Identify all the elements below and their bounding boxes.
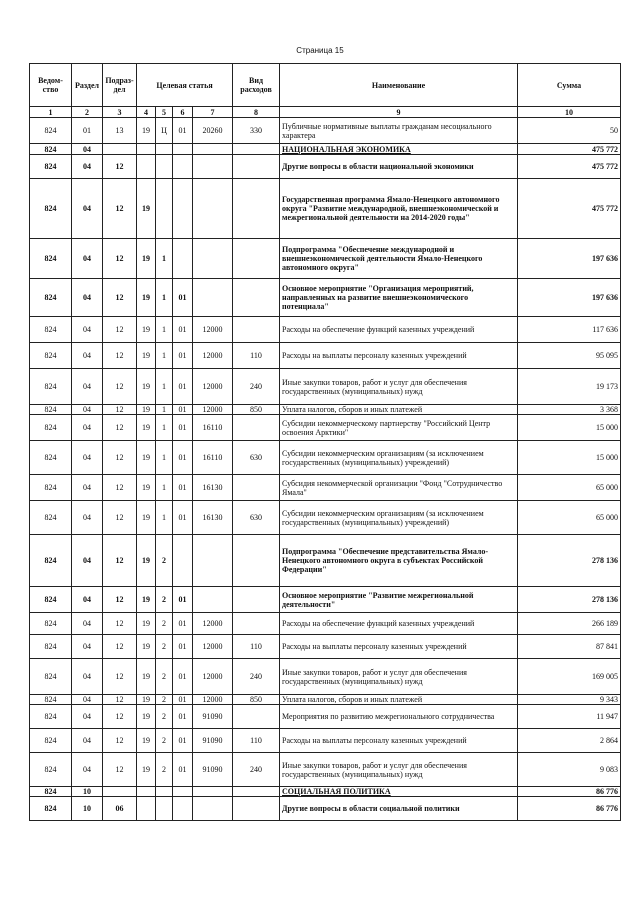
cell-name: Уплата налогов, сборов и иных платежей [280,695,518,705]
cell-sum: 9 343 [518,695,621,705]
col-number: 7 [193,107,233,118]
cell-expense-type [233,239,280,279]
cell-sum: 11 947 [518,705,621,729]
table-row [30,787,621,797]
cell-sum: 86 776 [518,797,621,821]
cell-target-subprogram: 2 [156,635,173,659]
cell-target-subprogram: 2 [156,729,173,753]
cell-razdel: 04 [72,441,103,475]
cell-vedomstvo: 824 [30,635,72,659]
cell-name: Государственная программа Ямало-Ненецкого автономного округа "Развитие международной, внешнеэкономической и межрегиональной деятельности на 2014-2020 годы" [280,179,518,239]
cell-target-event: 01 [173,705,193,729]
cell-expense-type [233,279,280,317]
cell-vedomstvo: 824 [30,587,72,613]
cell-name: Подпрограмма "Обеспечение международной и внешнеэкономической деятельности Ямало-Ненецкого автономного округа" [280,239,518,279]
cell-sum: 3 368 [518,405,621,415]
cell-target-program [137,155,156,179]
col-number: 3 [103,107,137,118]
cell-sum: 65 000 [518,501,621,535]
table-row [30,118,621,144]
cell-podrazdel: 06 [103,797,137,821]
cell-sum: 65 000 [518,475,621,501]
header-name: Наименование [280,64,518,107]
header-podrazdel: Подраз-дел [103,64,137,107]
cell-vedomstvo: 824 [30,535,72,587]
cell-podrazdel: 13 [103,118,137,144]
cell-target-program: 19 [137,587,156,613]
col-number: 9 [280,107,518,118]
cell-sum: 475 772 [518,155,621,179]
cell-sum: 475 772 [518,144,621,155]
cell-target-subprogram: 2 [156,535,173,587]
cell-razdel: 04 [72,587,103,613]
cell-target-direction [193,279,233,317]
cell-podrazdel: 12 [103,705,137,729]
cell-podrazdel [103,787,137,797]
table-row [30,239,621,279]
cell-target-program: 19 [137,613,156,635]
table-row [30,797,621,821]
cell-vedomstvo: 824 [30,705,72,729]
cell-expense-type [233,415,280,441]
cell-target-direction [193,179,233,239]
cell-target-event: 01 [173,317,193,343]
cell-name: Расходы на выплаты персоналу казенных учреждений [280,729,518,753]
cell-target-direction: 12000 [193,369,233,405]
cell-target-event: 01 [173,695,193,705]
cell-target-subprogram: 2 [156,695,173,705]
cell-vedomstvo: 824 [30,155,72,179]
cell-target-direction [193,587,233,613]
cell-expense-type [233,797,280,821]
cell-target-direction: 16130 [193,475,233,501]
cell-sum: 9 083 [518,753,621,787]
cell-target-event: 01 [173,369,193,405]
cell-razdel: 04 [72,343,103,369]
header-razdel: Раздел [72,64,103,107]
cell-name: Субсидия некоммерческой организации "Фонд "Сотрудничество Ямала" [280,475,518,501]
cell-target-program [137,144,156,155]
cell-vedomstvo: 824 [30,441,72,475]
cell-vedomstvo: 824 [30,729,72,753]
cell-expense-type [233,144,280,155]
cell-name: Уплата налогов, сборов и иных платежей [280,405,518,415]
cell-target-subprogram: 1 [156,239,173,279]
cell-podrazdel: 12 [103,279,137,317]
cell-expense-type: 850 [233,695,280,705]
cell-target-subprogram: 2 [156,753,173,787]
cell-target-event [173,797,193,821]
cell-sum: 15 000 [518,415,621,441]
cell-sum: 266 189 [518,613,621,635]
cell-target-event: 01 [173,753,193,787]
cell-vedomstvo: 824 [30,659,72,695]
cell-target-event: 01 [173,279,193,317]
cell-razdel: 04 [72,475,103,501]
cell-razdel: 01 [72,118,103,144]
table-row [30,155,621,179]
cell-podrazdel: 12 [103,179,137,239]
cell-podrazdel: 12 [103,695,137,705]
cell-target-subprogram: 1 [156,369,173,405]
cell-target-direction: 16130 [193,501,233,535]
cell-podrazdel: 12 [103,613,137,635]
cell-target-program: 19 [137,179,156,239]
cell-expense-type: 630 [233,501,280,535]
cell-vedomstvo: 824 [30,317,72,343]
table-row [30,753,621,787]
cell-vedomstvo: 824 [30,695,72,705]
table-row [30,659,621,695]
cell-expense-type [233,587,280,613]
cell-vedomstvo: 824 [30,405,72,415]
col-number: 1 [30,107,72,118]
cell-target-direction: 16110 [193,441,233,475]
cell-expense-type: 110 [233,729,280,753]
cell-target-program: 19 [137,415,156,441]
cell-razdel: 04 [72,535,103,587]
cell-expense-type: 240 [233,753,280,787]
cell-expense-type [233,535,280,587]
cell-sum: 50 [518,118,621,144]
cell-podrazdel: 12 [103,659,137,695]
cell-name: Субсидии некоммерческому партнерству "Российский Центр освоения Арктики" [280,415,518,441]
cell-expense-type [233,317,280,343]
cell-target-program: 19 [137,729,156,753]
cell-vedomstvo: 824 [30,369,72,405]
cell-vedomstvo: 824 [30,501,72,535]
cell-podrazdel: 12 [103,343,137,369]
cell-target-event: 01 [173,729,193,753]
cell-name: Другие вопросы в области социальной политики [280,797,518,821]
cell-razdel: 04 [72,369,103,405]
table-row [30,144,621,155]
cell-target-event: 01 [173,343,193,369]
cell-target-direction: 91090 [193,729,233,753]
table-row [30,317,621,343]
column-number-row [30,107,621,118]
table-row [30,587,621,613]
cell-podrazdel: 12 [103,369,137,405]
cell-vedomstvo: 824 [30,343,72,369]
cell-expense-type: 240 [233,369,280,405]
table-row [30,535,621,587]
table-row [30,475,621,501]
cell-name: Мероприятия по развитию межрегионального сотрудничества [280,705,518,729]
cell-razdel: 04 [72,613,103,635]
cell-name: Иные закупки товаров, работ и услуг для обеспечения государственных (муниципальных) нужд [280,659,518,695]
cell-vedomstvo: 824 [30,753,72,787]
cell-target-event [173,787,193,797]
cell-expense-type [233,475,280,501]
cell-target-program: 19 [137,405,156,415]
cell-target-direction: 16110 [193,415,233,441]
cell-expense-type [233,179,280,239]
cell-name: Субсидии некоммерческим организациям (за исключением государственных (муниципальных) учреждений) [280,501,518,535]
cell-target-direction: 12000 [193,317,233,343]
cell-name: Расходы на обеспечение функций казенных учреждений [280,613,518,635]
cell-sum: 87 841 [518,635,621,659]
cell-razdel: 04 [72,695,103,705]
cell-target-direction: 12000 [193,635,233,659]
cell-target-program: 19 [137,369,156,405]
cell-target-subprogram: 1 [156,343,173,369]
cell-target-subprogram [156,787,173,797]
table-row [30,705,621,729]
cell-razdel: 04 [72,659,103,695]
cell-target-event [173,535,193,587]
cell-target-event: 01 [173,118,193,144]
cell-target-subprogram: 1 [156,279,173,317]
cell-target-program: 19 [137,317,156,343]
table-row [30,695,621,705]
cell-target-subprogram: 1 [156,441,173,475]
cell-vedomstvo: 824 [30,239,72,279]
cell-razdel: 10 [72,787,103,797]
cell-target-event: 01 [173,501,193,535]
col-number: 5 [156,107,173,118]
cell-podrazdel: 12 [103,441,137,475]
cell-target-event [173,144,193,155]
cell-razdel: 04 [72,705,103,729]
cell-target-event: 01 [173,441,193,475]
cell-target-program: 19 [137,279,156,317]
cell-razdel: 04 [72,179,103,239]
table-row [30,343,621,369]
header-target-article: Целевая статья [137,64,233,107]
cell-vedomstvo: 824 [30,613,72,635]
cell-target-program: 19 [137,343,156,369]
cell-razdel: 04 [72,729,103,753]
cell-target-direction: 20260 [193,118,233,144]
cell-name: Иные закупки товаров, работ и услуг для обеспечения государственных (муниципальных) нужд [280,369,518,405]
cell-target-event: 01 [173,475,193,501]
cell-expense-type: 110 [233,635,280,659]
cell-sum: 86 776 [518,787,621,797]
header-row [30,64,621,107]
table-row [30,279,621,317]
table-row [30,415,621,441]
cell-target-event [173,155,193,179]
col-number: 8 [233,107,280,118]
cell-name: Другие вопросы в области национальной экономики [280,155,518,179]
cell-target-direction [193,144,233,155]
cell-target-event: 01 [173,587,193,613]
cell-target-subprogram: 2 [156,705,173,729]
table-row [30,441,621,475]
cell-name: Расходы на обеспечение функций казенных учреждений [280,317,518,343]
cell-target-direction: 91090 [193,705,233,729]
cell-target-subprogram: 2 [156,659,173,695]
table-row [30,179,621,239]
cell-sum: 278 136 [518,587,621,613]
cell-name: Субсидии некоммерческим организациям (за исключением государственных (муниципальных) учреждений) [280,441,518,475]
cell-sum: 19 173 [518,369,621,405]
cell-name: НАЦИОНАЛЬНАЯ ЭКОНОМИКА [280,144,518,155]
col-number: 2 [72,107,103,118]
cell-podrazdel: 12 [103,501,137,535]
col-number: 10 [518,107,621,118]
cell-name: Подпрограмма "Обеспечение представительства Ямало-Ненецкого автономного округа в субъектах Российской Федерации" [280,535,518,587]
cell-podrazdel: 12 [103,239,137,279]
cell-target-program: 19 [137,475,156,501]
cell-vedomstvo: 824 [30,279,72,317]
cell-podrazdel: 12 [103,415,137,441]
header-vedomstvo: Ведом-ство [30,64,72,107]
cell-name: Иные закупки товаров, работ и услуг для обеспечения государственных (муниципальных) нужд [280,753,518,787]
cell-name: Расходы на выплаты персоналу казенных учреждений [280,343,518,369]
cell-sum: 95 095 [518,343,621,369]
budget-table [29,63,621,821]
cell-target-direction: 91090 [193,753,233,787]
cell-name: Расходы на выплаты персоналу казенных учреждений [280,635,518,659]
cell-target-direction [193,155,233,179]
col-number: 4 [137,107,156,118]
cell-vedomstvo: 824 [30,118,72,144]
cell-target-program: 19 [137,239,156,279]
cell-target-subprogram: 1 [156,501,173,535]
cell-target-event: 01 [173,635,193,659]
cell-target-program: 19 [137,705,156,729]
cell-razdel: 04 [72,501,103,535]
cell-sum: 197 636 [518,279,621,317]
table-row [30,613,621,635]
cell-target-program [137,797,156,821]
cell-podrazdel: 12 [103,155,137,179]
cell-razdel: 04 [72,415,103,441]
cell-target-event: 01 [173,415,193,441]
cell-target-program: 19 [137,695,156,705]
cell-razdel: 04 [72,279,103,317]
cell-expense-type: 630 [233,441,280,475]
cell-vedomstvo: 824 [30,787,72,797]
cell-sum: 278 136 [518,535,621,587]
cell-vedomstvo: 824 [30,797,72,821]
cell-target-program: 19 [137,635,156,659]
table-row [30,635,621,659]
cell-target-direction [193,535,233,587]
cell-target-direction [193,787,233,797]
cell-sum: 15 000 [518,441,621,475]
cell-target-direction: 12000 [193,659,233,695]
cell-expense-type [233,613,280,635]
cell-target-program: 19 [137,535,156,587]
cell-vedomstvo: 824 [30,179,72,239]
cell-expense-type: 240 [233,659,280,695]
cell-target-subprogram: 1 [156,415,173,441]
table-row [30,501,621,535]
cell-target-subprogram: 1 [156,475,173,501]
cell-sum: 197 636 [518,239,621,279]
header-expense-type: Вид расходов [233,64,280,107]
cell-target-program [137,787,156,797]
cell-target-subprogram [156,144,173,155]
cell-name: Основное мероприятие "Организация мероприятий, направленных на развитие внешнеэкономического потенциала" [280,279,518,317]
cell-vedomstvo: 824 [30,415,72,441]
cell-name: Публичные нормативные выплаты гражданам несоциального характера [280,118,518,144]
cell-target-subprogram: 1 [156,405,173,415]
cell-target-event [173,179,193,239]
cell-target-direction [193,239,233,279]
cell-target-program: 19 [137,753,156,787]
cell-target-direction: 12000 [193,343,233,369]
cell-sum: 117 636 [518,317,621,343]
cell-target-subprogram: 2 [156,613,173,635]
cell-target-program: 19 [137,118,156,144]
cell-name: СОЦИАЛЬНАЯ ПОЛИТИКА [280,787,518,797]
cell-target-subprogram [156,797,173,821]
cell-target-direction: 12000 [193,695,233,705]
cell-expense-type: 110 [233,343,280,369]
cell-target-subprogram: 1 [156,317,173,343]
cell-podrazdel: 12 [103,405,137,415]
cell-target-direction [193,797,233,821]
cell-podrazdel [103,144,137,155]
cell-razdel: 04 [72,635,103,659]
cell-target-subprogram: Ц [156,118,173,144]
cell-target-event: 01 [173,405,193,415]
cell-vedomstvo: 824 [30,144,72,155]
cell-target-subprogram [156,179,173,239]
cell-podrazdel: 12 [103,753,137,787]
cell-target-program: 19 [137,501,156,535]
cell-sum: 2 864 [518,729,621,753]
cell-target-direction: 12000 [193,613,233,635]
cell-target-direction: 12000 [193,405,233,415]
cell-podrazdel: 12 [103,635,137,659]
cell-target-event: 01 [173,659,193,695]
cell-podrazdel: 12 [103,587,137,613]
cell-razdel: 04 [72,144,103,155]
cell-podrazdel: 12 [103,317,137,343]
cell-razdel: 04 [72,155,103,179]
cell-vedomstvo: 824 [30,475,72,501]
cell-target-program: 19 [137,659,156,695]
page-number: Страница 15 [296,46,344,55]
cell-name: Основное мероприятие "Развитие межрегиональной деятельности" [280,587,518,613]
cell-target-subprogram: 2 [156,587,173,613]
cell-razdel: 04 [72,239,103,279]
cell-expense-type: 330 [233,118,280,144]
cell-expense-type [233,155,280,179]
cell-razdel: 04 [72,753,103,787]
cell-target-event: 01 [173,613,193,635]
cell-target-program: 19 [137,441,156,475]
cell-target-subprogram [156,155,173,179]
col-number: 6 [173,107,193,118]
table-row [30,369,621,405]
header-sum: Сумма [518,64,621,107]
cell-razdel: 04 [72,317,103,343]
cell-razdel: 10 [72,797,103,821]
cell-razdel: 04 [72,405,103,415]
cell-podrazdel: 12 [103,729,137,753]
cell-sum: 169 005 [518,659,621,695]
cell-sum: 475 772 [518,179,621,239]
cell-expense-type: 850 [233,405,280,415]
cell-expense-type [233,705,280,729]
cell-expense-type [233,787,280,797]
table-row [30,405,621,415]
cell-target-event [173,239,193,279]
cell-podrazdel: 12 [103,535,137,587]
table-row [30,729,621,753]
cell-podrazdel: 12 [103,475,137,501]
